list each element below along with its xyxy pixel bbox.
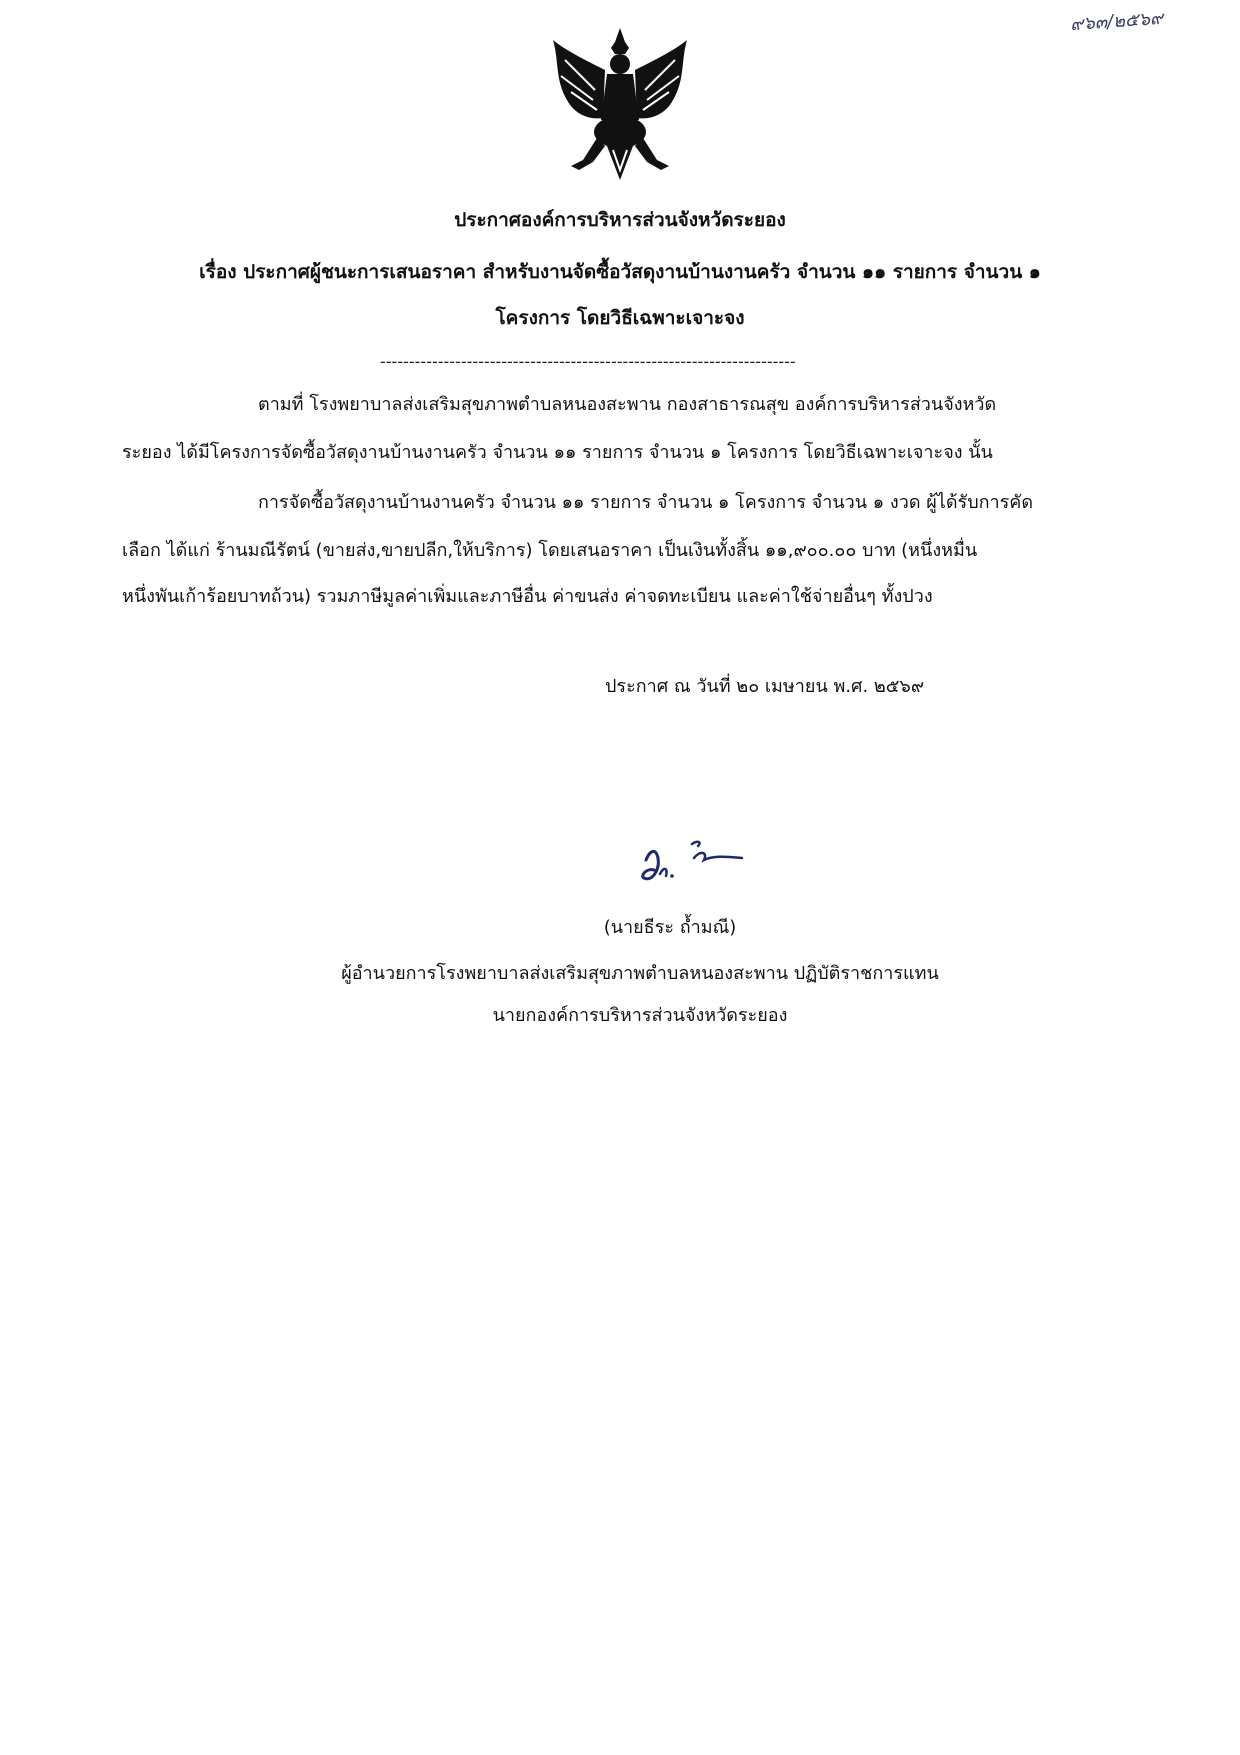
announcement-title: ประกาศองค์การบริหารส่วนจังหวัดระยอง [454,209,786,231]
signatory-name: (นายธีระ ถ้ำมณี) [603,917,737,938]
garuda-emblem [545,20,695,190]
signatory-position-continued: นายกองค์การบริหารส่วนจังหวัดระยอง [492,1005,788,1026]
signatory-position: ผู้อำนวยการโรงพยาบาลส่งเสริมสุขภาพตำบลหนองสะพาน ปฏิบัติราชการแทน [341,963,939,984]
document-number: ๙๖๓/๒๕๖๙ [1069,7,1164,36]
handwritten-signature [638,830,748,890]
title-divider: ------------------------------------------------------------------------ [380,352,796,371]
subject-line: เรื่อง ประกาศผู้ชนะการเสนอราคา สำหรับงานจัดซื้อวัสดุงานบ้านงานครัว จำนวน ๑๑ รายการ จำนวน ๑ [199,261,1041,283]
paragraph-2-line-1: การจัดซื้อวัสดุงานบ้านงานครัว จำนวน ๑๑ รายการ จำนวน ๑ โครงการ จำนวน ๑ งวด ผู้ได้รับการคัด [258,492,1034,513]
paragraph-2-line-2: เลือก ได้แก่ ร้านมณีรัตน์ (ขายส่ง,ขายปลีก,ให้บริการ) โดยเสนอราคา เป็นเงินทั้งสิ้น ๑๑,๙๐๐.๐๐ บาท (หนึ่งหมื่น [122,540,978,561]
paragraph-1-line-2: ระยอง ได้มีโครงการจัดซื้อวัสดุงานบ้านงานครัว จำนวน ๑๑ รายการ จำนวน ๑ โครงการ โดยวิธีเฉพาะเจาะจง นั้น [122,442,993,463]
announcement-date: ประกาศ ณ วันที่ ๒๐ เมษายน พ.ศ. ๒๕๖๙ [605,676,925,697]
paragraph-1-line-1: ตามที่ โรงพยาบาลส่งเสริมสุขภาพตำบลหนองสะพาน กองสาธารณสุข องค์การบริหารส่วนจังหวัด [258,394,997,415]
subject-line-continued: โครงการ โดยวิธีเฉพาะเจาะจง [495,307,745,329]
paragraph-2-line-3: หนึ่งพันเก้าร้อยบาทถ้วน) รวมภาษีมูลค่าเพิ่มและภาษีอื่น ค่าขนส่ง ค่าจดทะเบียน และค่าใช้จ่ายอื่นๆ ทั้งปวง [122,586,933,607]
